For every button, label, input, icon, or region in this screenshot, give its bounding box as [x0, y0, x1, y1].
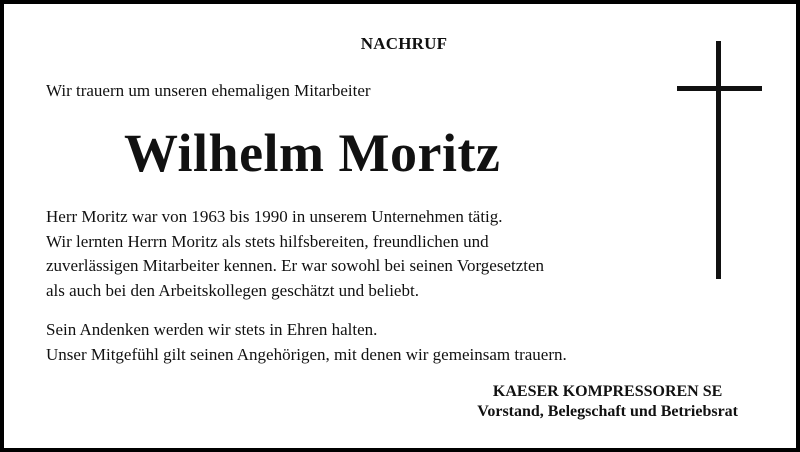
- tribute-line: als auch bei den Arbeitskollegen geschätzt und beliebt.: [46, 280, 419, 300]
- condolence-paragraph: [46, 318, 567, 367]
- cross-icon: [674, 41, 764, 281]
- signature-group: Vorstand, Belegschaft und Betriebsrat: [477, 403, 738, 420]
- tribute-line: Wir lernten Herrn Moritz als stets hilfsbereiten, freundlichen und: [46, 231, 489, 251]
- tribute-line: Herr Moritz war von 1963 bis 1990 in unserem Unternehmen tätig.: [46, 207, 503, 226]
- signature-block: [477, 382, 738, 422]
- tribute-line: zuverlässigen Mitarbeiter kennen. Er war sowohl bei seinen Vorgesetzten: [46, 256, 545, 275]
- intro-line: Wir trauern um unseren ehemaligen Mitarbeiter: [46, 81, 371, 100]
- signature-company: KAESER KOMPRESSOREN SE: [492, 383, 723, 400]
- notice-heading: NACHRUF: [360, 34, 448, 53]
- condolence-line: Unser Mitgefühl gilt seinen Angehörigen, mit denen wir gemeinsam trauern.: [46, 344, 567, 364]
- tribute-paragraph: [46, 205, 544, 303]
- deceased-name: Wilhelm Moritz: [124, 123, 501, 183]
- condolence-line: Sein Andenken werden wir stets in Ehren halten.: [46, 320, 378, 339]
